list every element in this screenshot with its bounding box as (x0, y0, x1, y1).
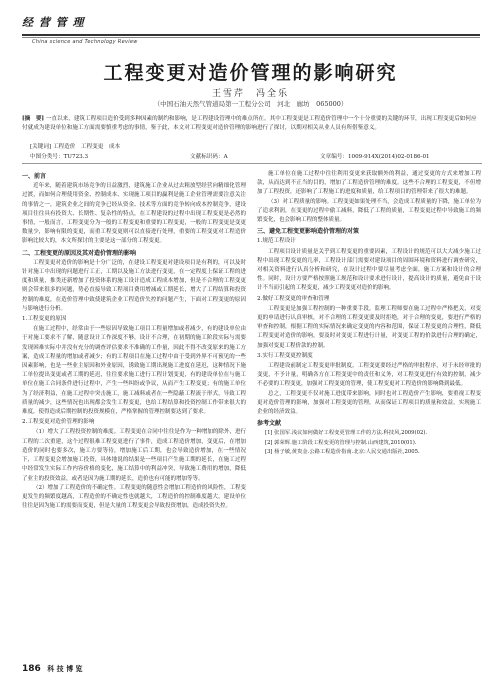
paragraph: （2）增加了工程造价的不确定性。工程变更的随意性会增加工程造价的风险性，工程变更发生的频繁度越高，工程造价的不确定性也就越大，工程造价的控制难度越大。建设单位往往是因为施工的需要而变更，但是大量的工程变更会导致投资增加，造成投资失控。 (22, 484, 246, 510)
journal-name: China science and Technology Review (32, 39, 138, 45)
footer-label: 科 技 博 览 (47, 665, 83, 673)
paragraph: 工程变更是加强工程控制的一种重要手段，监理工程师要在施工过程中严格把关，对变更的申请进行认真审核，对不合理的工程变更要及时拒绝，对于合理的变更，要进行严格的审查和控制，根据工程的实际情况来确定变更的内容和范围，保证工程变更的合理性，降低工程变更对造价的影响。要及时对变更工程进行计量，对变更工程的价款进行合理的确定，加强对变更工程价款的控制。 (257, 305, 481, 349)
paragraph: 总之，工程变更不仅对施工进度带来影响，同时也对工程造价产生影响，要重视工程变更对造价管理的影响，加强对工程变更的管理，从而保证工程项目的质量和效益，实现施工企业的经济效益。 (257, 390, 481, 416)
article-authors: 王雪芹 冯全乐 (211, 89, 289, 99)
subsection-heading: 2.做好工程变更的审查和管理 (257, 295, 330, 302)
reference-item: [3] 杨子敏,黄贵金.公路工程造价指南.北京:人民交通出版社,2005. (265, 448, 420, 455)
keywords (30, 142, 480, 150)
abstract-text: 一直以来，建筑工程项目造价受到多种因素的制约和影响，是工程建设管理中的难点所在。其中工程变更是工程造价管理中一个十分重要的关键的环节，出现工程变更后如何应付就成为建设单位和施工方面需要慎重考虑的事情，鉴于此，本文对工程变更对造价管理的影响进行了探讨，以期对相关从业人员有所借鉴意义。 (22, 116, 477, 131)
subsection-heading: 1.规范工程设计 (257, 238, 296, 245)
page-footer (22, 664, 83, 674)
header-rule-thin (22, 37, 480, 38)
header-rule (22, 34, 480, 36)
subsection-heading: 3.实行工程变更控制度 (257, 352, 313, 359)
paragraph: 施工单位在施工过程中往往利用变更来获取额外的利益，通过变更的方式来增加工程款，从而达到不正当的目的，增加了工程造价管理的难度。这些不合理的工程变更，不但增加了工程投资，还影响了工程施工的进度和质量，给工程项目的管理带来了很大的难题。 (257, 171, 481, 196)
page-number: 186 (22, 664, 41, 674)
subsection-heading: 2.工程变更对造价管理的影响 (22, 419, 95, 426)
section-heading: 三、避免工程变更影响造价管理的对策 (257, 228, 360, 236)
reference-item: [1] 张国军.浅议如何做好工程变更管理工作的方法.科技风,2009(02). (265, 430, 428, 437)
reference-item: [2] 郭荣辉.施工阶段工程变更的管理与控制.山西建筑,2010(01). (265, 439, 417, 446)
clc-number: 中图分类号：TU723.3 (30, 154, 89, 160)
right-column (257, 170, 481, 457)
article-title: 工程变更对造价管理的影响研究 (103, 62, 398, 84)
section-heading: 二、工程变更的原因及其对造价管理的影响 (22, 249, 137, 257)
paragraph: 工程建设前制定工程变更审批制度，工程变更要经过严格的审批程序，对于未经审批的变更，不予计量，明确各方在工程变更中的责任和义务，对工程变更进行有效的控制，减少不必要的工程变更，加强对工程变更的管理，使工程变更对工程造价的影响降到最低。 (257, 363, 481, 388)
author-affiliation: （中国石油天然气管道局第一工程分公司 河北 廊坊 065000） (153, 100, 348, 108)
paragraph: 工程项目设计质量是关乎到工程变更的重要因素，工程设计的规范可以大大减少施工过程中出现工程变更的几率，工程设计部门需要对建设项目的周围环境和资料进行调查研究，对相关资料进行认真分析和研究，在设计过程中要尽量考虑全面，施工方案和设计的合理性。同时，设计方要严格按照施工规范和设计要求进行设计，提高设计的质量，避免由于设计不当而引起的工程变更，减少工程变更对造价的影响。 (257, 248, 481, 292)
article-meta (30, 152, 480, 162)
journal-header (22, 14, 482, 50)
paragraph: 工程变更对造价的影响是十分广泛的，在建设工程变更对建设项目是有利的，可以及时针对施工中出现的问题进行工正，工期以及施工方法进行变更，在一定程度上保证工程的进度和质量，推类还新增加了投资体系的施工设计造成工程成本增加，但是不合理的工程变更则会带来很多的问题，势必直接导致工程项目费用增减或工期延长，增大了工程结算和投资控制的难度，在造价管理中致使建筑企业工程造价失控的问题产生，下面对工程变更的原因与影响进行分析。 (22, 259, 246, 312)
abstract-label: [摘 要] (22, 116, 45, 122)
keywords-label: [关键词] (30, 144, 52, 150)
paragraph: （3）对工程质量的影响。工程变更如果处理不当，会造成工程质量的下降，施工单位为了追求利润，在变更的过程中偷工减料，降低了工程的质量，工程变更过程中导致施工的频繁变化，也会影响工程的整体质量。 (257, 198, 481, 224)
abstract (22, 115, 482, 132)
section-heading: 一、前言 (22, 173, 47, 180)
left-column (22, 170, 246, 511)
article-number: 文章编号：1009-914X(2014)02-0186-01 (320, 154, 430, 160)
section-category: 经 营 管 理 (22, 16, 85, 29)
abstract-rule (22, 163, 482, 164)
paragraph: 近年来，随着建筑市场竞争的日益激烈，建筑施工企业从过去粗放型经营向精细化管理过渡，而如何合理使用资金、控制成本、实现施工项目的赢利是施工企业管理需要注意关注的事情之一，建筑企业之间的竞争已经从资金、技术等方面的竞争转向成本控制竞争，建设项目往往具有投资大、长期性、复杂性的特点，在工程建设的过程中出现工程变更是必然的事情，一般而言，工程变更分为一般的工程变更和重要的工程变更，一般的工程变更是变更数量少，影响有限的变更，而重工程变更则可以直接进行处理，重要的工程变更对工程造价影响比较大的，本文所探讨的主要是这一部分的工程变更。 (22, 183, 246, 245)
subsection-heading: 1.工程变更的原因 (22, 316, 67, 323)
doc-code: 文献标识码：A (190, 154, 228, 160)
section-heading: 参考文献 (257, 420, 282, 428)
keywords-text: 工程造价 工程变更 成本 (52, 144, 121, 150)
paragraph: 在施工过程中，经常由于一些原因导致施工项目工程量增加或者减少，有的建设单位由于对施工要求不了解，随意设计工作深度不够，设计不合理，在初期的施工阶段实际与需要发现困难实际中并没有充分的调查评估要求不准确的工作量，因此不得不改变原来的施工方案，造成工程量的增加或者减少；有的工程项目在施工过程中由于受到外界不可预见的一些因素影响，也是一些业主原因和外业原因，诱致施工期出现施工进度在延迟，这种情况下施工单位提出变更或者工期的延迟，往往要求施工进行工程计划变更，有的建设单位在与施工单位在施工合同条件进行过程中，产生一些纠纷或争议，从而产生工程变更；有的施工单位为了经济利益，在施工过程中突击施工，施工减料或者在一些隐蔽工程流于形式，导致工程质量的减少，这些情况也出现都会发生工程变更，也给工程结算和投资控制工作带来很大的难度，使得造成后期控制的投资规模在，严格掌握的管理控制要达到了要求。 (22, 326, 246, 416)
paragraph: （1）增大了工程投资控制的难度。工程变更在合同中往往是作为一种增加的除外，进行工程的二次重建，这个过程很难工程变更进行了事件，造成工程造价增加，变更后，在增加造价的同时也要多次，施工方要等待，增加施工后工期，也会导致造价增加，在一些情况下，工程变更会增加施工投资，具体地说的结果是一些项目产生施工期的延长，在施工过程中经常发生实际工作内容价格的变化，施工结算中的利益冲突，导致施工费用的增加，降低了业主的投资效益，或者是因为施工期的延长，造价也有可能的增加等等。 (22, 429, 246, 482)
